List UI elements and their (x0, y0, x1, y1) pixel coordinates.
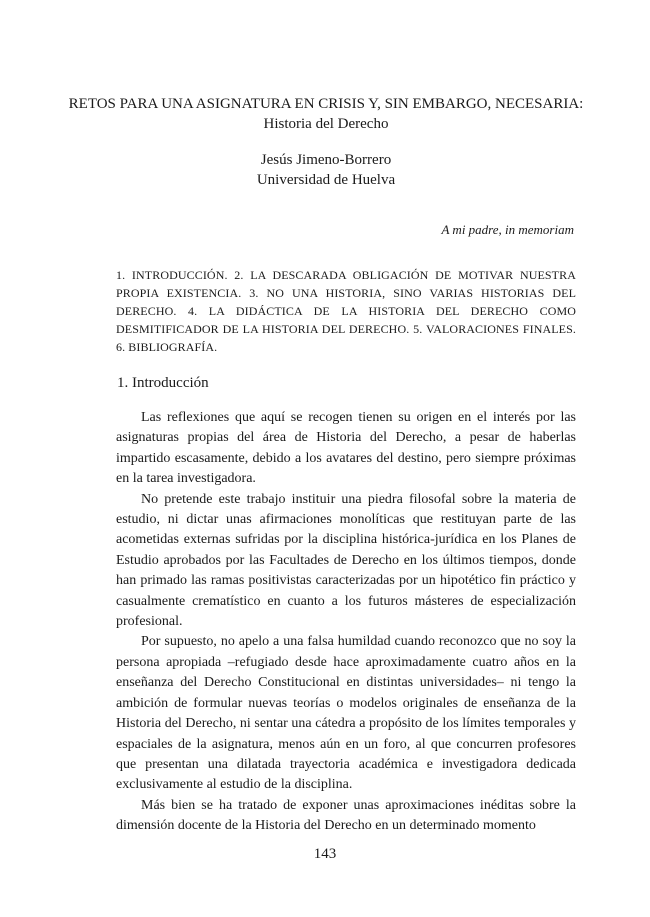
paragraph: Las reflexiones que aquí se recogen tienen su origen en el interés por las asignaturas propias del área de Historia del Derecho, a pesar de haberlas impartido escasamente, debido a los avatares del destino, pero siempre próximas en la tarea investigadora. (116, 410, 576, 487)
author-block (60, 150, 592, 190)
author-affiliation: Universidad de Huelva (256, 172, 396, 188)
section-heading: 1. Introducción (117, 375, 209, 391)
dedication: A mi padre, in memoriam (441, 222, 574, 237)
article-title (60, 94, 592, 134)
article-title-line-2: Historia del Derecho (263, 116, 389, 132)
paragraph: No pretende este trabajo instituir una piedra filosofal sobre la materia de estudio, ni dictar unas afirmaciones monolíticas que restituyan parte de las acometidas externas sufridas por la disciplina histórica-jurídica en los Planes de Estudio aprobados por las Facultades de Derecho en los últimos tiempos, donde han primado las ramas positivistas caracterizadas por un hipotético fin práctico y casualmente crematístico en cuanto a los futuros másteres de especialización profesional. (116, 491, 576, 630)
author-name: Jesús Jimeno-Borrero (260, 152, 392, 168)
body-text (116, 408, 576, 837)
table-of-contents-summary: 1. INTRODUCCIÓN. 2. LA DESCARADA OBLIGACIÓN DE MOTIVAR NUESTRA PROPIA EXISTENCIA. 3. NO UNA HISTORIA, SINO VARIAS HISTORIAS DEL DERECHO. 4. LA DIDÁCTICA DE LA HISTORIA DEL DERECHO COMO DESMITIFICADOR DE LA HISTORIA DEL DERECHO. 5. VALORACIONES FINALES. 6. BIBLIOGRAFÍA. (116, 268, 576, 354)
article-title-line-1: RETOS PARA UNA ASIGNATURA EN CRISIS Y, SIN EMBARGO, NECESARIA: (68, 96, 584, 112)
paragraph: Por supuesto, no apelo a una falsa humildad cuando reconozco que no soy la persona apropiada –refugiado desde hace aproximadamente cuatro años en la enseñanza del Derecho Constitucional en distintas universidades– ni tengo la ambición de formular nuevas teorías o modelos originales de enseñanza de la Historia del Derecho, ni sentar una cátedra a propósito de los límites temporales y espaciales de la asignatura, menos aún en un foro, al que concurren profesores que presentan una dilatada trayectoria académica e investigadora dedicada exclusivamente al estudio de la disciplina. (116, 634, 576, 793)
page-number: 143 (313, 846, 337, 862)
paragraph: Más bien se ha tratado de exponer unas aproximaciones inéditas sobre la dimensión docente de la Historia del Derecho en un determinado momento (116, 797, 576, 834)
